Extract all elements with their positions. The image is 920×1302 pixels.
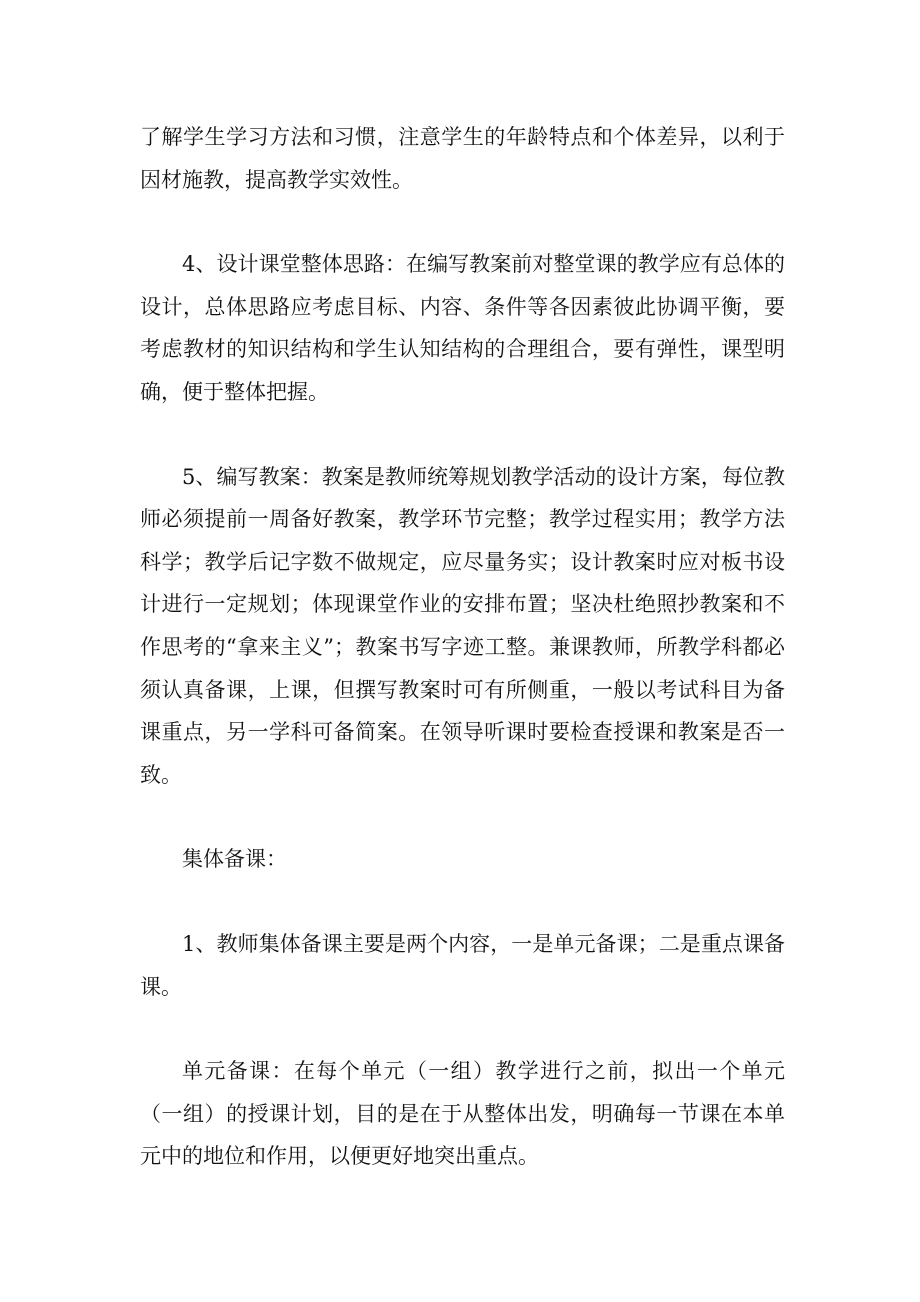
paragraph-unit-prep: 单元备课：在每个单元（一组）教学进行之前，拟出一个单元（一组）的授课计划，目的是在于从整体出发，明确每一节课在本单元中的地位和作用，以便更好地突出重点。 [140, 1059, 785, 1169]
heading-collective-prep: 集体备课： [182, 847, 287, 872]
paragraph-collective-prep-content: 1、教师集体备课主要是两个内容，一是单元备课；二是重点课备课。 [140, 931, 785, 999]
document-body [140, 116, 785, 1220]
paragraph-continuation: 了解学生学习方法和习惯，注意学生的年龄特点和个体差异，以利于因材施教，提高教学实效性。 [140, 125, 785, 192]
paragraph-lesson-plan: 5、编写教案：教案是教师统筹规划教学活动的设计方案，每位教师必须提前一周备好教案，教学环节完整；教学过程实用；教学方法科学；教学后记字数不做规定，应尽量务实；设计教案时应对板书设计进行一定规划；体现课堂作业的安排布置；坚决杜绝照抄教案和不作思考的“拿来主义”；教案书写字迹工整。兼课教师，所教学科都必须认真备课，上课，但撰写教案时可有所侧重，一般以考试科目为备课重点，另一学科可备简案。在领导听课时要检查授课和教案是否一致。 [140, 464, 785, 787]
paragraph-course-design: 4、设计课堂整体思路：在编写教案前对整堂课的教学应有总体的设计，总体思路应考虑目标、内容、条件等各因素彼此协调平衡，要考虑教材的知识结构和学生认知结构的合理组合，要有弹性，课型明确，便于整体把握。 [140, 252, 785, 404]
